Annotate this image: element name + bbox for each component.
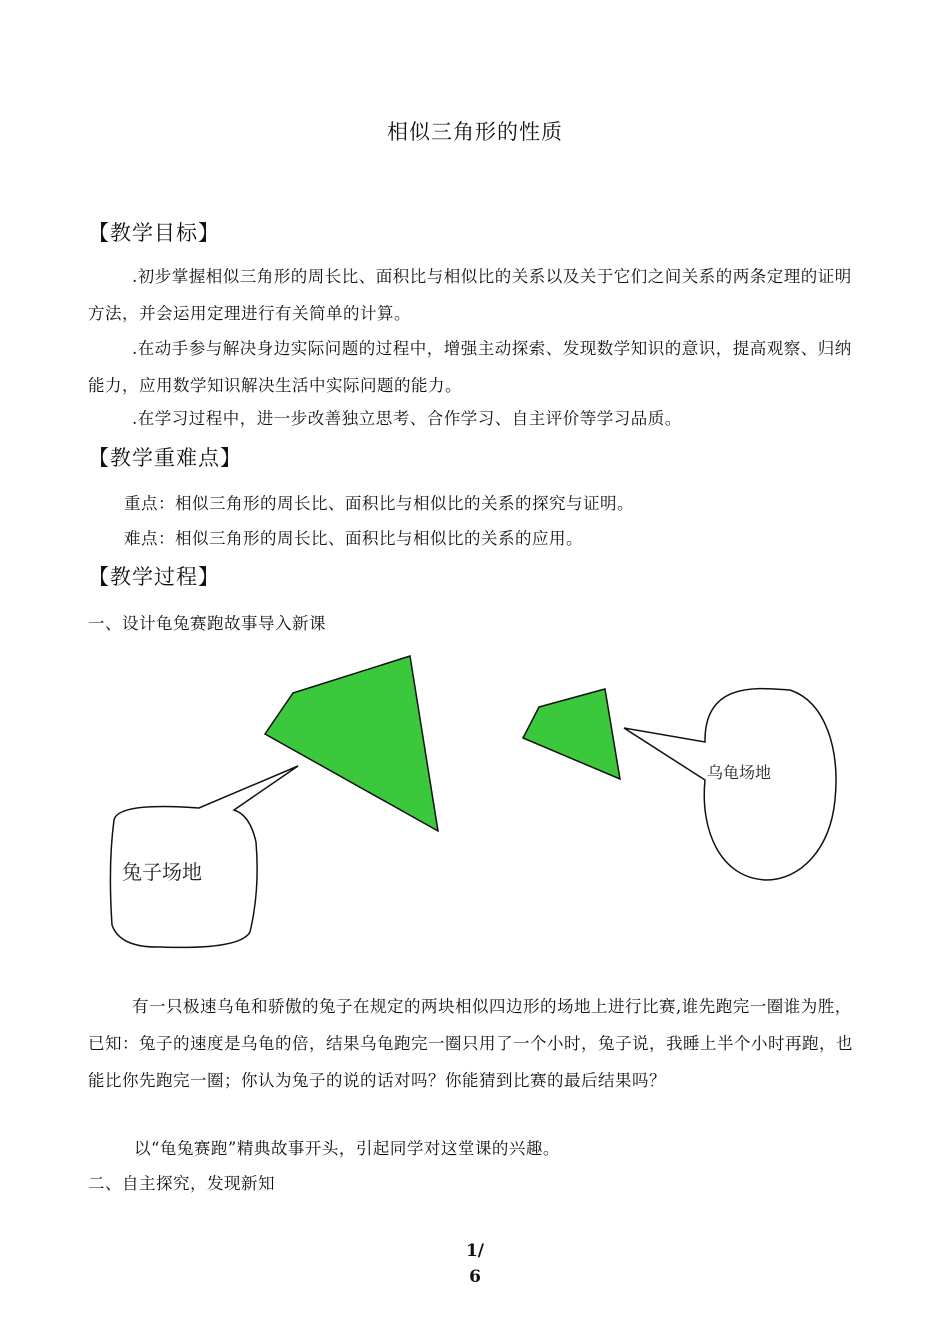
- turtle-field-shape: [523, 689, 620, 779]
- key-point-text: 重点：相似三角形的周长比、面积比与相似比的关系的探究与证明。: [124, 494, 634, 513]
- page-title: 相似三角形的性质: [387, 120, 563, 144]
- step-1-heading: 一、设计龟兔赛跑故事导入新课: [88, 614, 326, 633]
- page-number: [455, 1238, 495, 1290]
- turtle-label-bubble: [624, 689, 836, 880]
- story-paragraph: 有一只极速乌龟和骄傲的兔子在规定的两块相似四边形的场地上进行比赛,谁先跑完一圈谁为胜，已知：兔子的速度是乌龟的倍，结果乌龟跑完一圈只用了一个小时，兔子说，我睡上半个小时再跑，也能比你先跑完一圈；你认为兔子的说的话对吗？你能猜到比赛的最后结果吗？: [88, 997, 853, 1090]
- page-number-total: 6: [469, 1267, 481, 1287]
- rabbit-field-shape: [265, 656, 438, 831]
- step-2-heading: 二、自主探究，发现新知: [88, 1174, 275, 1193]
- key-points-heading: 【教学重难点】: [88, 446, 242, 470]
- race-fields-figure: [100, 650, 860, 955]
- rabbit-field-label: 兔子场地: [122, 860, 202, 884]
- difficulty-text: 难点：相似三角形的周长比、面积比与相似比的关系的应用。: [124, 529, 583, 548]
- goal-1-paragraph: .初步掌握相似三角形的周长比、面积比与相似比的关系以及关于它们之间关系的两条定理的证明方法，并会运用定理进行有关简单的计算。: [88, 267, 852, 323]
- goal-3-paragraph: .在学习过程中，进一步改善独立思考、合作学习、自主评价等学习品质。: [132, 409, 682, 428]
- page-number-current: 1/: [465, 1241, 485, 1261]
- intro-text: 以“龟兔赛跑”精典故事开头，引起同学对这堂课的兴趣。: [134, 1139, 560, 1158]
- process-heading: 【教学过程】: [88, 565, 220, 589]
- rabbit-label-bubble: [110, 766, 298, 947]
- goals-heading: 【教学目标】: [88, 221, 220, 245]
- turtle-field-label: 乌龟场地: [707, 763, 772, 782]
- goal-2-paragraph: .在动手参与解决身边实际问题的过程中，增强主动探索、发现数学知识的意识，提高观察、归纳能力，应用数学知识解决生活中实际问题的能力。: [88, 339, 852, 395]
